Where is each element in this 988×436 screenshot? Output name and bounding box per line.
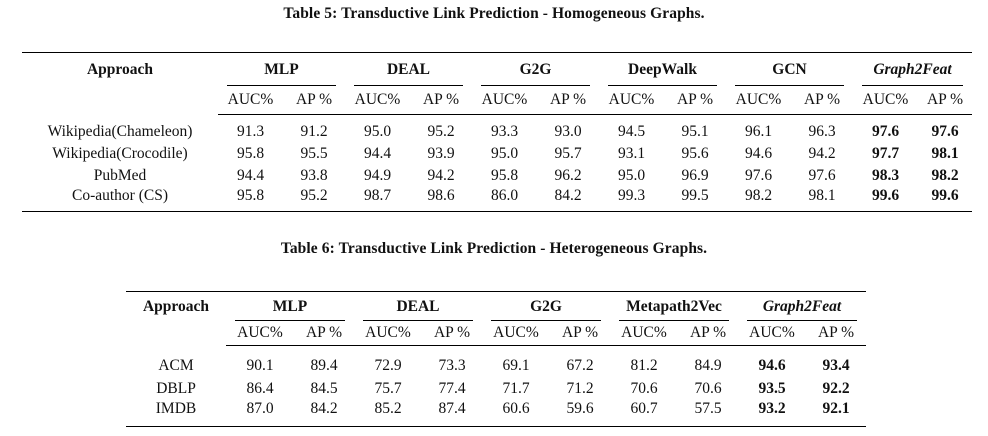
metric-ap-header: AP %	[537, 86, 599, 115]
metric-ap-header: AP %	[294, 321, 354, 346]
table6-group-g2g: G2G	[482, 292, 610, 322]
table5-group-deepwalk: DeepWalk	[599, 53, 726, 87]
value-cell: 70.6	[694, 379, 722, 397]
value-cell: 99.5	[681, 187, 709, 204]
value-cell: 95.8	[490, 167, 519, 184]
value-cell: 98.1	[931, 145, 959, 162]
value-cell: 95.5	[300, 145, 328, 162]
table-row	[22, 121, 972, 143]
value-cell: 95.0	[617, 167, 646, 184]
value-cell: 95.8	[236, 187, 265, 204]
value-cell: 97.6	[931, 123, 959, 140]
table5-group-deal: DEAL	[345, 53, 472, 87]
metric-auc-header: AUC%	[345, 86, 410, 115]
value-cell: 84.2	[310, 400, 338, 417]
value-cell: 70.6	[630, 379, 658, 397]
metric-auc-header: AUC%	[226, 321, 294, 346]
metric-ap-header: AP %	[791, 86, 853, 115]
value-cell: 90.1	[246, 356, 274, 374]
value-cell: 94.5	[617, 123, 646, 140]
row-name-cell: ACM	[158, 356, 194, 374]
table6-approach-header: Approach	[142, 298, 210, 315]
value-cell: 95.0	[363, 123, 392, 140]
table5-approach-header: Approach	[86, 61, 154, 78]
table-row	[126, 377, 866, 400]
table5-group-gcn: GCN	[726, 53, 853, 87]
value-cell: 94.6	[758, 356, 786, 374]
value-cell: 95.0	[490, 145, 519, 162]
metric-auc-header: AUC%	[482, 321, 550, 346]
value-cell: 75.7	[374, 379, 402, 397]
value-cell: 91.2	[300, 123, 328, 140]
row-name-cell: Co-author (CS)	[71, 187, 168, 204]
table-row	[22, 165, 972, 187]
value-cell: 96.1	[744, 123, 773, 140]
value-cell: 93.5	[758, 379, 786, 397]
metric-ap-header: AP %	[678, 321, 738, 346]
value-cell: 86.4	[246, 379, 274, 397]
value-cell: 97.6	[808, 167, 836, 184]
metric-ap-header: AP %	[664, 86, 726, 115]
value-cell: 95.2	[427, 123, 455, 140]
value-cell: 69.1	[502, 356, 530, 374]
value-cell: 99.6	[871, 187, 900, 204]
value-cell: 97.6	[744, 167, 773, 184]
value-cell: 93.2	[758, 400, 786, 417]
value-cell: 95.7	[554, 145, 582, 162]
row-name-cell: Wikipedia(Chameleon)	[47, 123, 193, 140]
value-cell: 77.4	[438, 379, 466, 397]
value-cell: 87.4	[438, 400, 466, 417]
table6-group-graph2feat: Graph2Feat	[738, 292, 866, 322]
row-name-cell: Wikipedia(Crocodile)	[52, 145, 188, 162]
value-cell: 84.2	[554, 187, 582, 204]
value-cell: 95.2	[300, 187, 328, 204]
value-cell: 98.2	[931, 167, 959, 184]
value-cell: 98.1	[808, 187, 836, 204]
table-row	[126, 354, 866, 377]
value-cell: 97.6	[871, 123, 900, 140]
value-cell: 60.7	[630, 400, 658, 417]
value-cell: 98.2	[744, 187, 773, 204]
table5-group-graph2feat: Graph2Feat	[853, 53, 972, 87]
value-cell: 84.9	[694, 356, 722, 374]
value-cell: 81.2	[630, 356, 658, 374]
value-cell: 93.3	[490, 123, 519, 140]
metric-ap-header: AP %	[283, 86, 345, 115]
table6-group-mlp: MLP	[226, 292, 354, 322]
value-cell: 71.2	[566, 379, 594, 397]
value-cell: 87.0	[246, 400, 274, 417]
table5-body	[22, 121, 972, 212]
value-cell: 94.9	[363, 167, 392, 184]
metric-auc-header: AUC%	[738, 321, 806, 346]
table-row	[22, 187, 972, 212]
table5-homogeneous	[22, 52, 972, 212]
table6-heterogeneous	[126, 291, 866, 427]
value-cell: 99.6	[931, 187, 959, 204]
value-cell: 98.6	[427, 187, 455, 204]
value-cell: 59.6	[566, 400, 594, 417]
value-cell: 73.3	[438, 356, 466, 374]
table6-caption: Table 6: Transductive Link Prediction - Heterogeneous Graphs.	[280, 240, 708, 257]
value-cell: 67.2	[566, 356, 594, 374]
metric-ap-header: AP %	[410, 86, 472, 115]
table6-body	[126, 354, 866, 427]
value-cell: 94.6	[744, 145, 773, 162]
value-cell: 99.3	[617, 187, 646, 204]
metric-auc-header: AUC%	[610, 321, 678, 346]
value-cell: 57.5	[694, 400, 722, 417]
table6-group-header-row	[126, 292, 866, 322]
metric-ap-header: AP %	[806, 321, 866, 346]
value-cell: 92.2	[822, 379, 850, 397]
row-name-cell: PubMed	[93, 167, 147, 184]
value-cell: 98.3	[871, 167, 900, 184]
table5-group-mlp: MLP	[218, 53, 345, 87]
value-cell: 94.2	[427, 167, 455, 184]
metric-ap-header: AP %	[550, 321, 610, 346]
value-cell: 95.8	[236, 145, 265, 162]
value-cell: 93.4	[822, 356, 850, 374]
value-cell: 93.8	[300, 167, 328, 184]
value-cell: 93.0	[554, 123, 582, 140]
value-cell: 72.9	[374, 356, 402, 374]
value-cell: 97.7	[871, 145, 900, 162]
metric-ap-header: AP %	[918, 86, 972, 115]
value-cell: 84.5	[310, 379, 338, 397]
table5-group-g2g: G2G	[472, 53, 599, 87]
table-row	[22, 143, 972, 165]
table5-group-header-row	[22, 53, 972, 87]
table6-group-metapath2vec: Metapath2Vec	[610, 292, 738, 322]
metric-ap-header: AP %	[422, 321, 482, 346]
value-cell: 94.4	[236, 167, 265, 184]
value-cell: 85.2	[374, 400, 402, 417]
metric-auc-header: AUC%	[472, 86, 537, 115]
value-cell: 60.6	[502, 400, 530, 417]
table6-group-deal: DEAL	[354, 292, 482, 322]
value-cell: 71.7	[502, 379, 530, 397]
metric-auc-header: AUC%	[853, 86, 918, 115]
value-cell: 89.4	[310, 356, 338, 374]
metric-auc-header: AUC%	[354, 321, 422, 346]
metric-auc-header: AUC%	[599, 86, 664, 115]
metric-auc-header: AUC%	[726, 86, 791, 115]
table6-metric-header-row	[126, 321, 866, 346]
value-cell: 98.7	[363, 187, 392, 204]
value-cell: 92.1	[822, 400, 850, 417]
value-cell: 94.4	[363, 145, 392, 162]
table5-caption: Table 5: Transductive Link Prediction - Homogeneous Graphs.	[283, 5, 705, 22]
row-name-cell: IMDB	[155, 400, 197, 417]
value-cell: 96.3	[808, 123, 836, 140]
value-cell: 91.3	[236, 123, 265, 140]
value-cell: 93.9	[427, 145, 455, 162]
value-cell: 93.1	[617, 145, 646, 162]
table-row	[126, 400, 866, 427]
metric-auc-header: AUC%	[218, 86, 283, 115]
value-cell: 96.2	[554, 167, 582, 184]
value-cell: 86.0	[490, 187, 519, 204]
value-cell: 95.6	[681, 145, 709, 162]
value-cell: 94.2	[808, 145, 836, 162]
value-cell: 95.1	[681, 123, 709, 140]
row-name-cell: DBLP	[156, 379, 196, 397]
value-cell: 96.9	[681, 167, 709, 184]
